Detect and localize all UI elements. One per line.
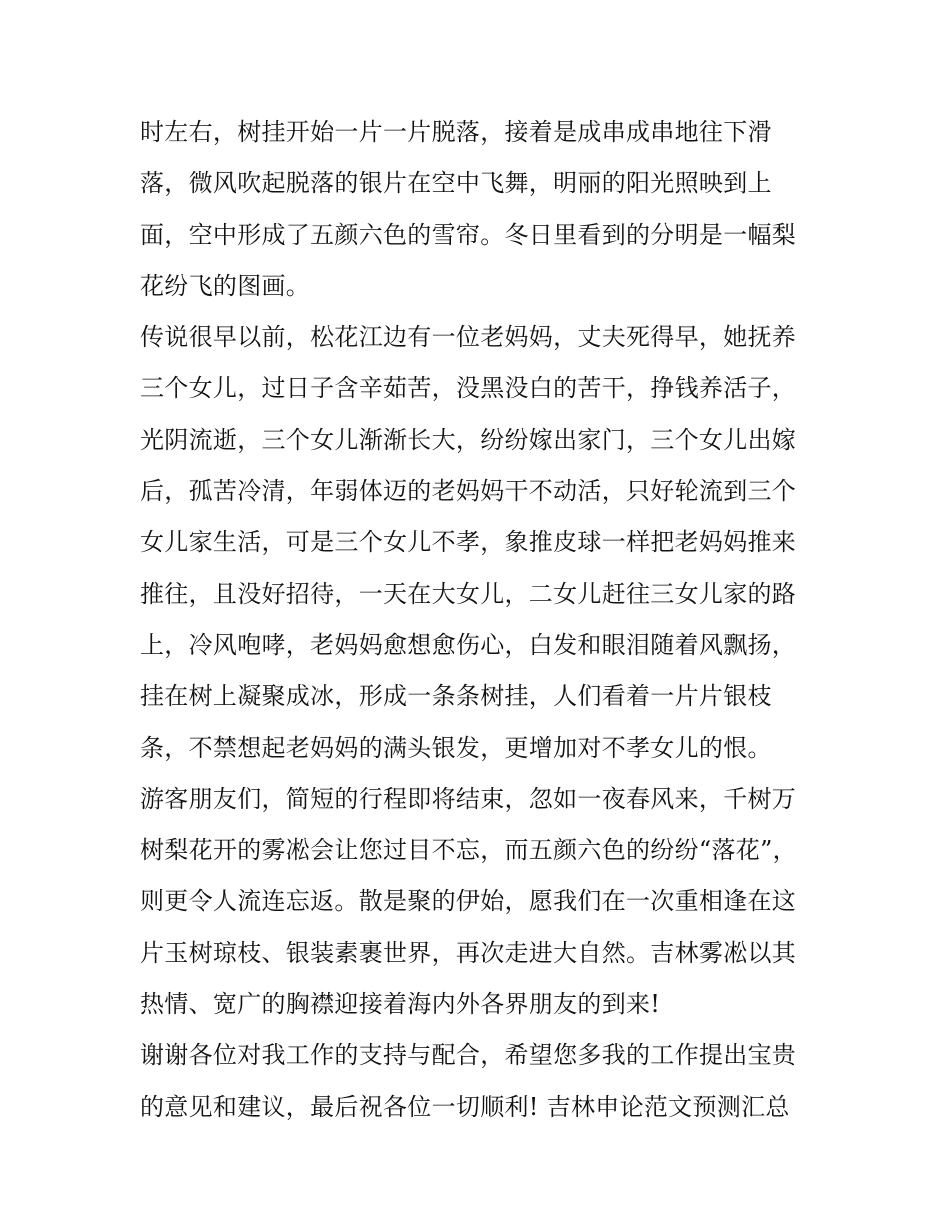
- text-line: 三个女儿，过日子含辛茹苦，没黑没白的苦干，挣钱养活子，: [140, 374, 797, 403]
- text-line: 传说很早以前，松花江边有一位老妈妈，丈夫死得早，她抚养: [140, 323, 797, 352]
- text-line: 推往，且没好招待，一天在大女儿，二女儿赶往三女儿家的路: [140, 579, 797, 608]
- text-line: 花纷飞的图画。: [140, 271, 311, 300]
- text-line: 谢谢各位对我工作的支持与配合，希望您多我的工作提出宝贵: [140, 1041, 797, 1070]
- text-line: 后，孤苦冷清，年弱体迈的老妈妈干不动活，只好轮流到三个: [140, 477, 797, 506]
- text-line: 挂在树上凝聚成冰，形成一条条树挂，人们看着一片片银枝: [140, 682, 772, 711]
- text-line: 面，空中形成了五颜六色的雪帘。冬日里看到的分明是一幅梨: [140, 220, 797, 249]
- text-line: 则更令人流连忘返。散是聚的伊始，愿我们在一次重相逢在这: [140, 887, 797, 916]
- text-line: 游客朋友们，简短的行程即将结束，忽如一夜春风来，千树万: [140, 784, 797, 813]
- text-line: 片玉树琼枝、银装素裹世界，再次走进大自然。吉林雾凇以其: [140, 938, 797, 967]
- body-text: [140, 107, 820, 1133]
- text-line: 上，冷风咆哮，老妈妈愈想愈伤心，白发和眼泪随着风飘扬，: [140, 630, 797, 659]
- text-line: 热情、宽广的胸襟迎接着海内外各界朋友的到来!: [140, 990, 661, 1019]
- text-line: 的意见和建议，最后祝各位一切顺利! 吉林申论范文预测汇总: [140, 1092, 790, 1121]
- text-line: 光阴流逝，三个女儿渐渐长大，纷纷嫁出家门，三个女儿出嫁: [140, 425, 797, 454]
- text-line: 时左右，树挂开始一片一片脱落，接着是成串成串地往下滑: [140, 118, 772, 146]
- text-line: 落，微风吹起脱落的银片在空中飞舞，明丽的阳光照映到上: [140, 169, 772, 198]
- text-line: 女儿家生活，可是三个女儿不孝，象推皮球一样把老妈妈推来: [140, 528, 797, 557]
- text-line: 条，不禁想起老妈妈的满头银发，更增加对不孝女儿的恨。: [140, 733, 772, 762]
- text-line: 树梨花开的雾凇会让您过目不忘，而五颜六色的纷纷“落花”，: [140, 836, 797, 865]
